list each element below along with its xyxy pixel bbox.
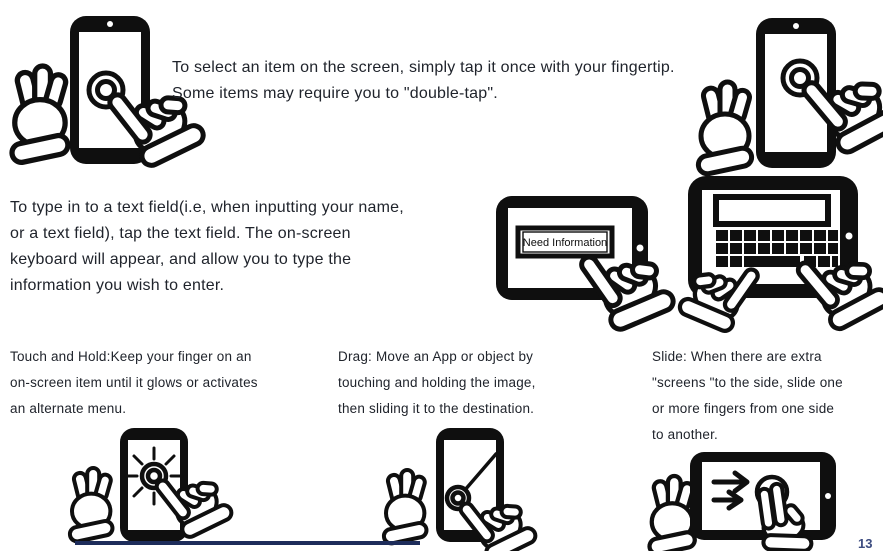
page-number: 13 xyxy=(858,536,873,551)
slide-line-3: or more fingers from one side xyxy=(652,401,835,416)
text-field-box xyxy=(716,197,828,224)
type-line-2: or a text field), tap the text field. The on-screen xyxy=(10,225,351,242)
drag-phone-illustration xyxy=(386,426,561,545)
text-field-label: Need Information xyxy=(522,237,608,249)
holding-hand-icon xyxy=(648,476,696,551)
tap-instruction-text xyxy=(172,55,675,107)
touch-hold-line-3: an alternate menu. xyxy=(10,401,127,416)
drag-text xyxy=(338,344,536,422)
slide-line-2: "screens "to the side, slide one xyxy=(652,375,843,390)
tap-line-1: To select an item on the screen, simply tap it once with your fingertip. xyxy=(172,59,675,76)
type-line-4: information you wish to enter. xyxy=(10,277,225,294)
camera-dot-icon xyxy=(107,21,113,27)
type-line-3: keyboard will appear, and allow you to type the xyxy=(10,251,352,268)
slide-text xyxy=(652,344,843,448)
touch-and-hold-text xyxy=(10,344,258,422)
drag-line-2: touching and holding the image, xyxy=(338,375,536,390)
camera-dot-icon xyxy=(637,245,644,252)
holding-hand-icon xyxy=(383,470,428,545)
camera-dot-icon xyxy=(793,23,799,29)
touch-hold-line-1: Touch and Hold:Keep your finger on an xyxy=(10,349,252,364)
slide-line-4: to another. xyxy=(652,427,719,442)
slide-tablet-illustration xyxy=(656,448,856,545)
phone-tap-icon xyxy=(698,14,883,182)
touch-hold-line-2: on-screen item until it glows or activates xyxy=(10,375,258,390)
drag-line-3: then sliding it to the destination. xyxy=(338,401,535,416)
tap-line-2: Some items may require you to "double-tap". xyxy=(172,85,498,102)
tablet-text-field-icon xyxy=(490,186,665,328)
tap-circle-inner-icon xyxy=(453,493,464,504)
keyboard-tablet-illustration xyxy=(678,172,882,324)
camera-dot-icon xyxy=(825,493,831,499)
phone-tap-icon xyxy=(8,10,198,178)
keyboard-keys-icon xyxy=(716,230,838,267)
tap-phone-left-illustration xyxy=(8,10,198,178)
type-line-1: To type in to a text field(i.e, when inputting your name, xyxy=(10,199,404,216)
tablet-slide-icon xyxy=(656,448,856,545)
tablet-keyboard-icon xyxy=(678,172,882,324)
slide-line-1: Slide: When there are extra xyxy=(652,349,822,364)
holding-hand-icon xyxy=(69,468,114,543)
phone-drag-icon xyxy=(386,426,561,545)
phone-glow-tap-icon xyxy=(70,426,245,545)
type-instruction-text xyxy=(10,195,404,299)
tap-phone-right-illustration xyxy=(698,14,883,182)
holding-hand-icon xyxy=(697,82,754,175)
touch-hold-phone-illustration xyxy=(70,426,245,545)
footer-accent-line xyxy=(75,541,420,545)
holding-hand-icon xyxy=(10,66,69,164)
camera-dot-icon xyxy=(846,233,853,240)
text-field-tablet-illustration xyxy=(490,186,665,328)
drag-line-1: Drag: Move an App or object by xyxy=(338,349,534,364)
